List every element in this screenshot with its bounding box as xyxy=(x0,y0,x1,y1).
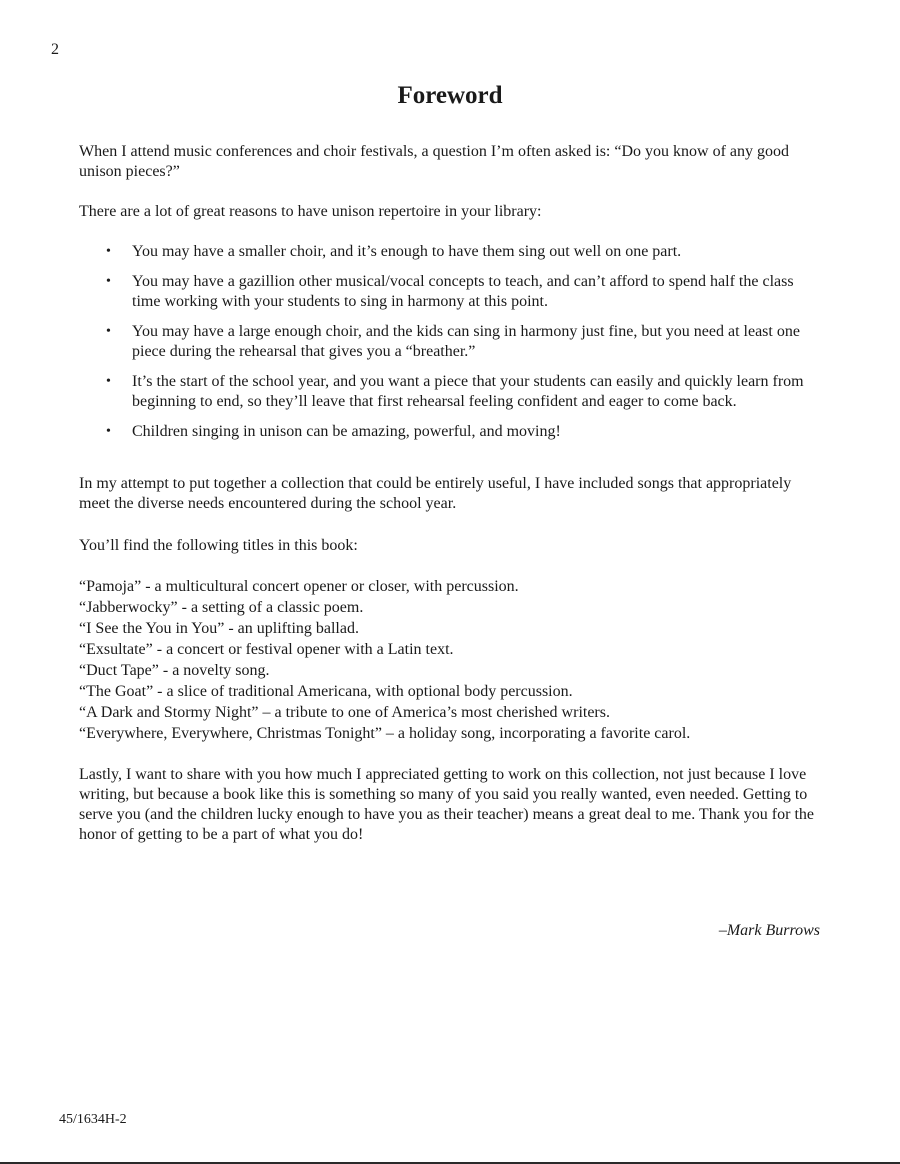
song-title-item: “A Dark and Stormy Night” – a tribute to one of America’s most cherished writers. xyxy=(79,704,610,721)
bullet-icon: • xyxy=(106,424,111,439)
page-number: 2 xyxy=(51,41,59,58)
list-item xyxy=(102,422,814,442)
song-title-item: “Duct Tape” - a novelty song. xyxy=(79,662,270,679)
list-item xyxy=(102,272,814,312)
list-item-text: It’s the start of the school year, and you want a piece that your students can easily and quickly learn from beginning to end, so they’ll leave that first rehearsal feeling confident and eager to come back. xyxy=(132,373,804,410)
list-item-text: You may have a large enough choir, and the kids can sing in harmony just fine, but you need at least one piece during the rehearsal that gives you a “breather.” xyxy=(132,323,800,360)
intro-paragraph: When I attend music conferences and choir festivals, a question I’m often asked is: “Do you know of any good unison pieces?” xyxy=(79,143,790,180)
bullet-icon: • xyxy=(106,324,111,339)
foreword-body xyxy=(79,142,814,845)
author-signature: –Mark Burrows xyxy=(718,922,820,939)
list-item-text: You may have a gazillion other musical/vocal concepts to teach, and can’t afford to spend half the class time working with your students to sing in harmony at this point. xyxy=(132,273,794,310)
list-item-text: You may have a smaller choir, and it’s enough to have them sing out well on one part. xyxy=(132,243,682,260)
song-title-item: “Exsultate” - a concert or festival opener with a Latin text. xyxy=(79,641,454,658)
song-title-item: “The Goat” - a slice of traditional Americana, with optional body percussion. xyxy=(79,683,573,700)
bullet-icon: • xyxy=(106,244,111,259)
page-title: Foreword xyxy=(397,82,503,109)
list-item xyxy=(102,372,814,412)
song-title-item: “Pamoja” - a multicultural concert opener or closer, with percussion. xyxy=(79,578,519,595)
song-title-item: “Everywhere, Everywhere, Christmas Tonight” – a holiday song, incorporating a favorite carol. xyxy=(79,725,691,742)
song-title-item: “I See the You in You” - an uplifting ballad. xyxy=(79,620,359,637)
reasons-lead-paragraph: There are a lot of great reasons to have unison repertoire in your library: xyxy=(79,203,542,220)
closing-paragraph: Lastly, I want to share with you how much I appreciated getting to work on this collection, not just because I love writing, but because a book like this is something so many of you said you really wanted, even needed. Getting to serve you (and the children lucky enough to have you as their teacher) means a great deal to me. Thank you for the honor of getting to be a part of what you do! xyxy=(79,766,814,843)
reasons-list xyxy=(79,242,814,442)
list-item-text: Children singing in unison can be amazing, powerful, and moving! xyxy=(132,423,561,440)
list-item xyxy=(102,322,814,362)
list-item xyxy=(102,242,814,262)
bullet-icon: • xyxy=(106,374,111,389)
catalog-code: 45/1634H-2 xyxy=(59,1112,127,1127)
song-titles-list xyxy=(79,576,814,744)
song-title-item: “Jabberwocky” - a setting of a classic poem. xyxy=(79,599,364,616)
bullet-icon: • xyxy=(106,274,111,289)
attempt-paragraph: In my attempt to put together a collection that could be entirely useful, I have included songs that appropriately meet the diverse needs encountered during the school year. xyxy=(79,475,792,512)
titles-lead-paragraph: You’ll find the following titles in this book: xyxy=(79,537,358,554)
